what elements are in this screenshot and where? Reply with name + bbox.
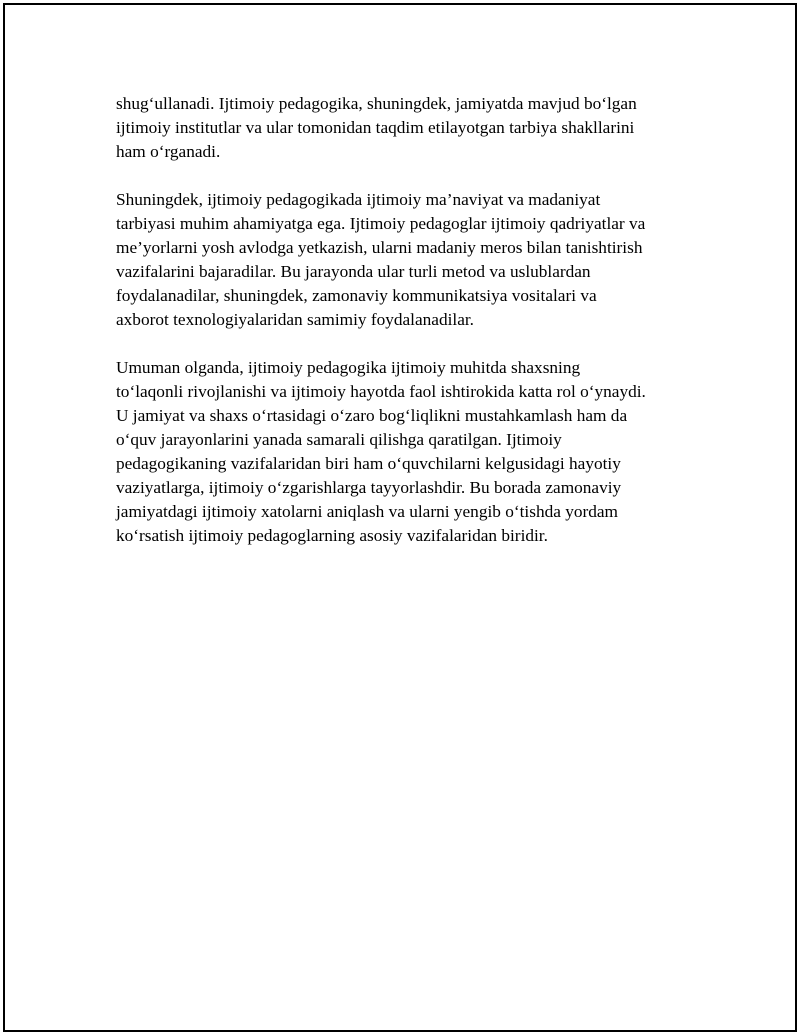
- text-line: tarbiyasi muhim ahamiyatga ega. Ijtimoiy pedagoglar ijtimoiy qadriyatlar va: [116, 214, 646, 233]
- text-line: Umuman olganda, ijtimoiy pedagogika ijtimoiy muhitda shaxsning: [116, 358, 581, 377]
- document-body: [116, 92, 696, 572]
- text-line: foydalanadilar, shuningdek, zamonaviy kommunikatsiya vositalari va: [116, 286, 597, 305]
- text-line: me’yorlarni yosh avlodga yetkazish, ularni madaniy meros bilan tanishtirish: [116, 238, 643, 257]
- text-line: to‘laqonli rivojlanishi va ijtimoiy hayotda faol ishtirokida katta rol o‘ynaydi.: [116, 382, 646, 401]
- text-line: jamiyatdagi ijtimoiy xatolarni aniqlash va ularni yengib o‘tishda yordam: [116, 502, 619, 521]
- paragraph-1: [116, 92, 696, 164]
- text-line: vazifalarini bajaradilar. Bu jarayonda ular turli metod va uslublardan: [116, 262, 591, 281]
- text-line: shug‘ullanadi. Ijtimoiy pedagogika, shuningdek, jamiyatda mavjud bo‘lgan: [116, 94, 637, 113]
- paragraph-3: [116, 356, 696, 548]
- text-line: ham o‘rganadi.: [116, 142, 221, 161]
- text-line: pedagogikaning vazifalaridan biri ham o‘quvchilarni kelgusidagi hayotiy: [116, 454, 621, 473]
- text-line: ijtimoiy institutlar va ular tomonidan taqdim etilayotgan tarbiya shakllarini: [116, 118, 635, 137]
- paragraph-2: [116, 188, 696, 332]
- text-line: Shuningdek, ijtimoiy pedagogikada ijtimoiy ma’naviyat va madaniyat: [116, 190, 601, 209]
- text-line: axborot texnologiyalaridan samimiy foydalanadilar.: [116, 310, 475, 329]
- text-line: vaziyatlarga, ijtimoiy o‘zgarishlarga tayyorlashdir. Bu borada zamonaviy: [116, 478, 622, 497]
- text-line: o‘quv jarayonlarini yanada samarali qilishga qaratilgan. Ijtimoiy: [116, 430, 562, 449]
- text-line: U jamiyat va shaxs o‘rtasidagi o‘zaro bog‘liqlikni mustahkamlash ham da: [116, 406, 628, 425]
- text-line: ko‘rsatish ijtimoiy pedagoglarning asosiy vazifalaridan biridir.: [116, 526, 548, 545]
